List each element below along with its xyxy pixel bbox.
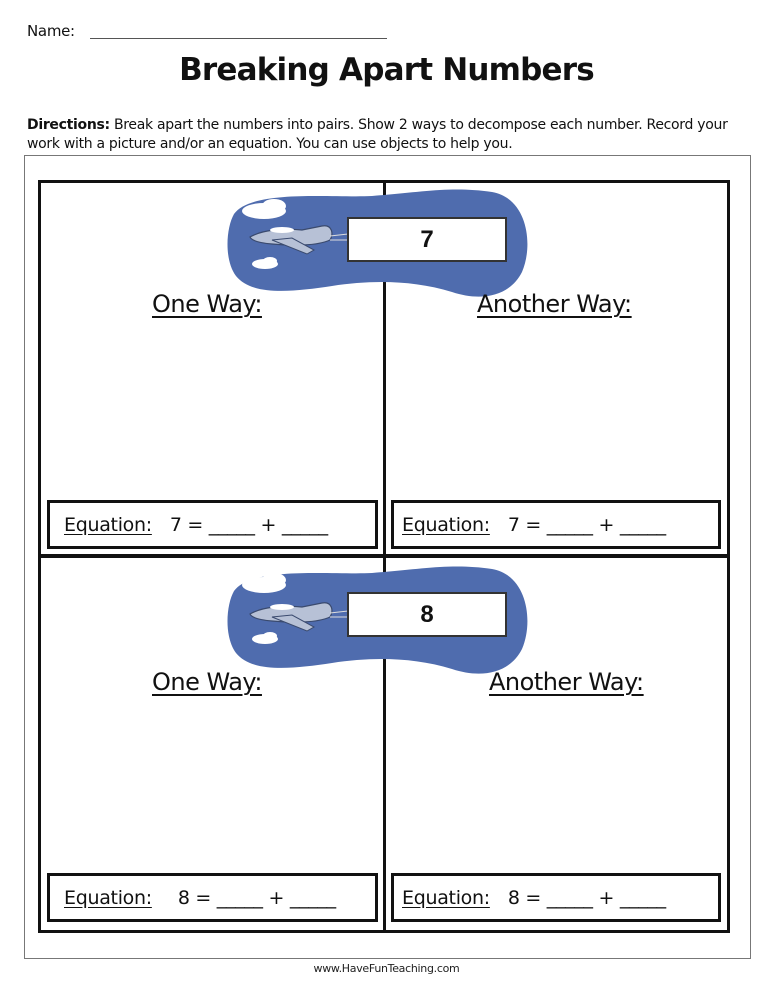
equation-label: Equation: [64, 886, 152, 909]
page-title: Breaking Apart Numbers [179, 52, 594, 88]
equation-text: 8 = _____ + _____ [177, 886, 336, 909]
equation-box[interactable] [391, 500, 721, 549]
number-box: 7 [347, 217, 507, 262]
equation-text: 7 = _____ + _____ [507, 513, 666, 536]
another-way-heading: Another Way: [489, 668, 644, 696]
airplane-banner-1 [222, 184, 532, 306]
equation-box[interactable] [47, 873, 378, 922]
equation-box[interactable] [47, 500, 378, 549]
another-way-heading: Another Way: [477, 290, 632, 318]
airplane-banner-2 [222, 561, 532, 683]
number-box: 8 [347, 592, 507, 637]
name-label: Name: [27, 22, 75, 40]
name-line[interactable] [90, 38, 387, 39]
one-way-heading: One Way: [152, 290, 262, 318]
equation-label: Equation: [402, 513, 490, 536]
directions-label: Directions: [27, 117, 110, 133]
footer-website: www.HaveFunTeaching.com [313, 962, 460, 975]
equation-label: Equation: [64, 513, 152, 536]
one-way-heading: One Way: [152, 668, 262, 696]
equation-text: 8 = _____ + _____ [507, 886, 666, 909]
equation-text: 7 = _____ + _____ [169, 513, 328, 536]
equation-label: Equation: [402, 886, 490, 909]
directions [27, 116, 747, 154]
directions-text: Break apart the numbers into pairs. Show 2 ways to decompose each number. Record your work with a picture and/or an equation. You can use objects to help you. [27, 117, 728, 152]
grid-horizontal-divider [38, 554, 730, 558]
equation-box[interactable] [391, 873, 721, 922]
